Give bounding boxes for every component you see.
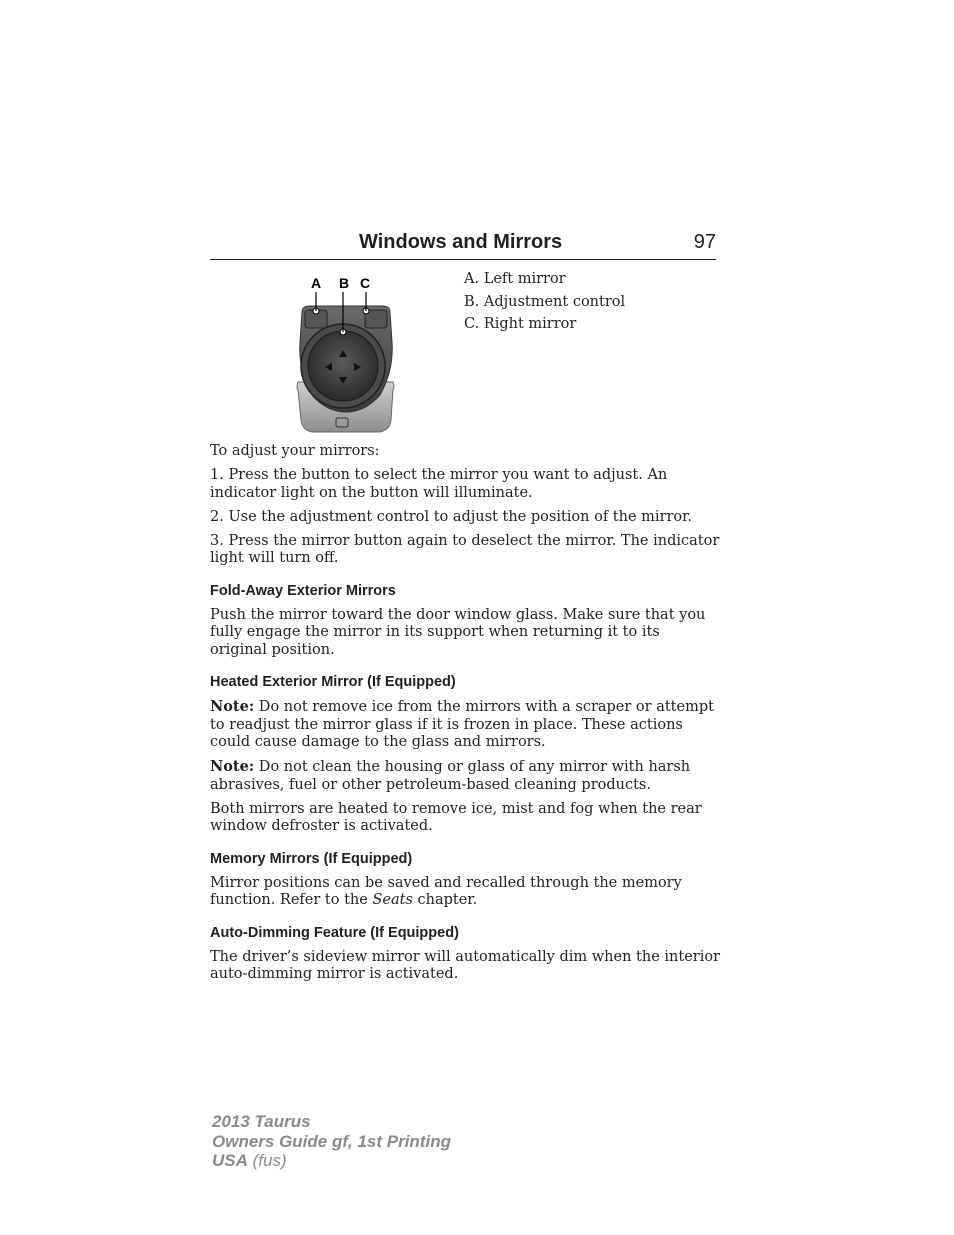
page-header (210, 229, 716, 260)
heated-note-2 (210, 758, 720, 794)
note-label: Note: (210, 758, 255, 775)
section-heading-heated: Heated Exterior Mirror (If Equipped) (210, 674, 456, 690)
seats-chapter-ref: Seats (372, 892, 413, 908)
page-number: 97 (693, 231, 716, 253)
note-text: Do not clean the housing or glass of any mirror with harsh abrasives, fuel or other petroleum-based cleaning products. (210, 759, 691, 793)
mirror-control-figure (290, 270, 402, 438)
legend-item: C. Right mirror (464, 316, 577, 332)
footer-edition: Owners Guide gf, 1st Printing (212, 1131, 451, 1151)
footer-region (212, 1151, 451, 1171)
legend-item: B. Adjustment control (464, 293, 626, 310)
fold-away-text: Push the mirror toward the door window glass. Make sure that you fully engage the mirror in its support when returning it to its original position. (210, 606, 706, 658)
footer-model: 2013 Taurus (212, 1112, 311, 1131)
callout-a: A (310, 275, 322, 291)
callout-c: C (359, 275, 371, 291)
step-1: 1. Press the button to select the mirror you want to adjust. An indicator light on the button will illuminate. (210, 467, 668, 501)
heated-note-1 (210, 698, 720, 752)
step-3: 3. Press the mirror button again to deselect the mirror. The indicator light will turn off. (210, 532, 720, 566)
memory-text-before: Mirror positions can be saved and recalled through the memory function. Refer to the (210, 874, 682, 908)
section-heading-auto-dimming: Auto-Dimming Feature (If Equipped) (210, 924, 459, 941)
auto-dimming-text: The driver’s sideview mirror will automatically dim when the interior auto-dimming mirror is activated. (210, 948, 721, 982)
page-footer (212, 1112, 451, 1171)
section-heading-memory: Memory Mirrors (If Equipped) (210, 850, 413, 867)
note-label: Note: (210, 698, 255, 715)
callout-b: B (338, 275, 350, 291)
intro-text: To adjust your mirrors: (210, 443, 380, 459)
main-content (210, 443, 720, 990)
figure-legend (464, 268, 625, 336)
memory-text-after: chapter. (412, 892, 478, 908)
footer-region-bold: USA (212, 1151, 248, 1170)
chapter-title: Windows and Mirrors (359, 231, 563, 253)
legend-item: A. Left mirror (464, 271, 566, 287)
heated-text: Both mirrors are heated to remove ice, mist and fog when the rear window defroster is activated. (210, 800, 702, 834)
mirror-control-illustration (290, 270, 402, 438)
section-heading-fold-away: Fold-Away Exterior Mirrors (210, 582, 396, 599)
note-text: Do not remove ice from the mirrors with a scraper or attempt to readjust the mirror glass if it is frozen in place. These actions could cause damage to the glass and mirrors. (210, 699, 714, 750)
memory-text (210, 875, 720, 910)
step-2: 2. Use the adjustment control to adjust the position of the mirror. (210, 508, 693, 525)
footer-region-code: (fus) (247, 1151, 287, 1170)
